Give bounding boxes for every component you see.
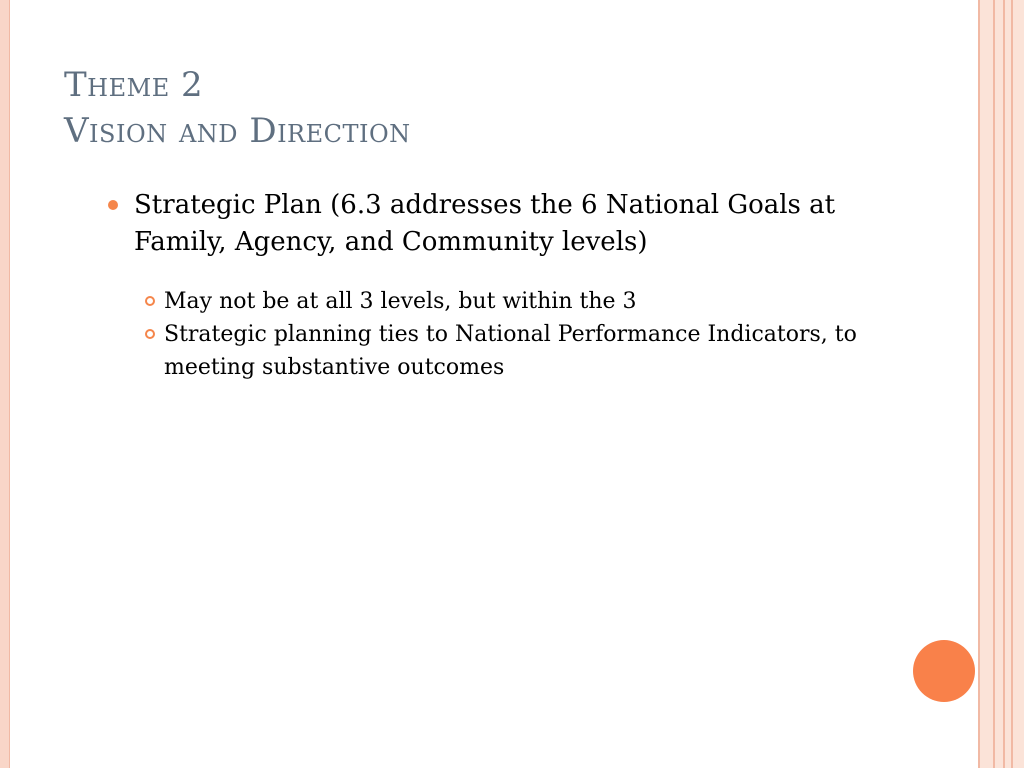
title-line-1: Theme 2 [64,65,204,105]
slide-title [64,62,411,154]
left-border-decoration [0,0,10,768]
slide-content [104,187,884,384]
sub-bullet-text: Strategic planning ties to National Performance Indicators, to meeting substantive outcomes [164,322,857,380]
sub-bullet-text: May not be at all 3 levels, but within the 3 [164,289,637,314]
ring-bullet-icon [145,296,155,306]
title-line-2: Vision and Direction [64,111,411,151]
right-border-decoration [978,0,1024,768]
bullet-item [104,187,884,261]
sub-bullet-item [144,285,884,318]
orange-circle-decoration [913,640,975,702]
sub-bullet-item [144,318,884,384]
bullet-dot-icon [108,200,118,210]
bullet-text: Strategic Plan (6.3 addresses the 6 National Goals at Family, Agency, and Community levels) [134,190,836,257]
ring-bullet-icon [145,329,155,339]
